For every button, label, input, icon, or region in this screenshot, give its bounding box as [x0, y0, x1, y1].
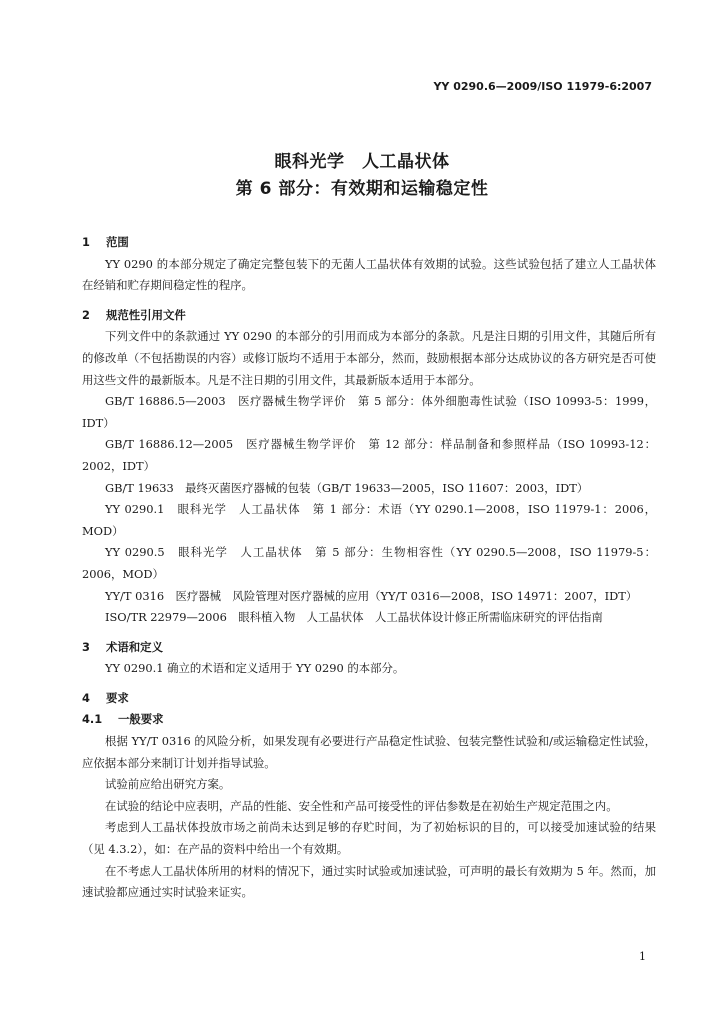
- paragraph-requirement: 根据 YY/T 0316 的风险分析，如果发现有必要进行产品稳定性试验、包装完整性试验和/或运输稳定性试验，应依据本部分来制订计划并指导试验。: [82, 734, 656, 770]
- standard-number-header: YY 0290.6—2009/ISO 11979-6:2007: [433, 80, 652, 93]
- section-title: 规范性引用文件: [106, 307, 186, 322]
- reference-item: GB/T 16886.12—2005 医疗器械生物学评价 第 12 部分：样品制备和参照样品（ISO 10993-12：2002，IDT）: [82, 437, 656, 473]
- subsection-heading-general: [82, 709, 656, 731]
- section-title: 一般要求: [118, 712, 164, 727]
- section-number: 4.1: [82, 712, 103, 727]
- paragraph-requirement: 在试验的结论中应表明，产品的性能、安全性和产品可接受性的评估参数是在初始生产规定范围之内。: [105, 798, 618, 813]
- page-number: 1: [639, 950, 646, 963]
- section-number: 2: [82, 307, 90, 322]
- paragraph-scope: YY 0290 的本部分规定了确定完整包装下的无菌人工晶状体有效期的试验。这些试验包括了建立人工晶状体在经销和贮存期间稳定性的程序。: [82, 256, 656, 293]
- reference-item: YY/T 0316 医疗器械 风险管理对医疗器械的应用（YY/T 0316—2008，ISO 14971：2007，IDT）: [105, 588, 638, 603]
- document-body: [82, 232, 656, 904]
- section-heading-requirements: [82, 688, 656, 710]
- section-heading-scope: [82, 232, 656, 254]
- section-heading-terms: [82, 637, 656, 659]
- section-title: 术语和定义: [106, 639, 163, 654]
- document-title-line1: 眼科光学 人工晶状体: [274, 152, 450, 172]
- reference-item: YY 0290.5 眼科光学 人工晶状体 第 5 部分：生物相容性（YY 0290.5—2008，ISO 11979-5：2006，MOD）: [82, 545, 656, 581]
- paragraph-references-intro: 下列文件中的条款通过 YY 0290 的本部分的引用而成为本部分的条款。凡是注日期的引用文件，其随后所有的修改单（不包括勘误的内容）或修订版均不适用于本部分，然而，鼓励根据本部分达成协议的各方研究是否可使用这些文件的最新版本。凡是不注日期的引用文件，其最新版本适用于本部分。: [82, 329, 656, 387]
- reference-item: GB/T 19633 最终灭菌医疗器械的包装（GB/T 19633—2005，ISO 11607：2003，IDT）: [105, 480, 589, 495]
- section-number: 1: [82, 235, 90, 249]
- section-heading-normative-references: [82, 305, 656, 327]
- paragraph-requirement: 在不考虑人工晶状体所用的材料的情况下，通过实时试验或加速试验，可声明的最长有效期为 5 年。然而，加速试验都应通过实时试验来证实。: [82, 863, 656, 900]
- reference-item: GB/T 16886.5—2003 医疗器械生物学评价 第 5 部分：体外细胞毒性试验（ISO 10993-5：1999，IDT）: [82, 394, 656, 430]
- reference-item: ISO/TR 22979—2006 眼科植入物 人工晶状体 人工晶状体设计修正所需临床研究的评估指南: [105, 610, 603, 625]
- section-title: 要求: [106, 690, 129, 705]
- paragraph-requirement: 试验前应给出研究方案。: [105, 777, 231, 792]
- reference-item: YY 0290.1 眼科光学 人工晶状体 第 1 部分：术语（YY 0290.1—2008，ISO 11979-1：2006，MOD）: [82, 502, 656, 538]
- document-title-line2: 第 6 部分：有效期和运输稳定性: [235, 179, 489, 199]
- paragraph-terms: YY 0290.1 确立的术语和定义适用于 YY 0290 的本部分。: [105, 661, 405, 676]
- section-number: 3: [82, 639, 90, 654]
- paragraph-requirement: 考虑到人工晶状体投放市场之前尚未达到足够的存贮时间，为了初始标识的目的，可以接受加速试验的结果（见 4.3.2），如：在产品的资料中给出一个有效期。: [82, 820, 656, 857]
- section-number: 4: [82, 690, 90, 705]
- section-title: 范围: [106, 235, 129, 249]
